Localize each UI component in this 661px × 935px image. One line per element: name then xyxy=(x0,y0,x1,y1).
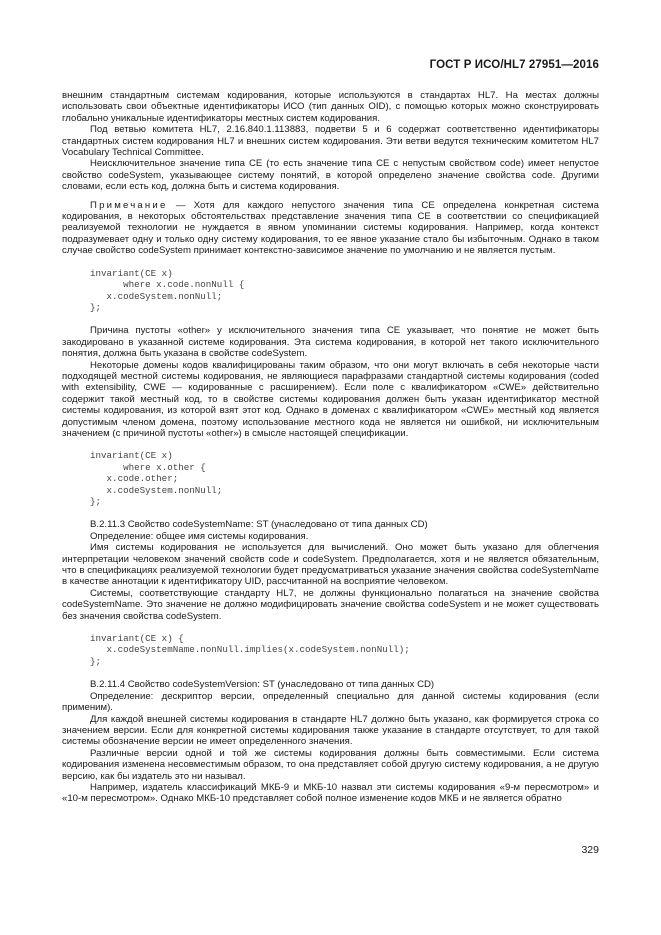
section-heading: B.2.11.4 Свойство codeSystemVersion: ST (унаследовано от типа данных CD) xyxy=(90,679,435,691)
paragraph: Неисключительное значение типа CE (то есть значение типа CE с непустым свойством code) имеет непустое свойство codeSystem, указывающее систему понятий, в которой определено значение свойства code. Другими словами, если есть код, должна быть и система кодирования. xyxy=(62,158,599,193)
note xyxy=(62,200,599,257)
section-heading: B.2.11.3 Свойство codeSystemName: ST (унаследовано от типа данных CD) xyxy=(90,519,428,531)
paragraph: Различные версии одной и той же системы кодирования должны быть совместимыми. Если система кодирования изменена несовместимым образом, то она представляет собой другую систему кодирования, а не другую версию, как бы издатель это ни называл. xyxy=(62,747,599,782)
note-label: Примечание xyxy=(90,199,168,211)
code-block: invariant(CE x) { x.codeSystemName.nonNull.implies(x.codeSystem.nonNull); }; xyxy=(90,633,410,667)
paragraph: Имя системы кодирования не используется для вычислений. Оно может быть указано для облегчения интерпретации человеком значений свойств code и codeSystem. Предполагается, хотя и не является обязательным, что в спецификациях реализуемой технологии будет предусматриваться указание значения свойства codeSystemName в качестве аннотации к идентификатору UID, рассчитанной на восприятие человеком. xyxy=(62,542,599,588)
paragraph: Причина пустоты «other» у исключительного значения типа CE указывает, что понятие не может быть закодировано в указанной системе кодирования. Эта система кодирования, в которой нет такого исключительного понятия, должна быть указана в свойстве codeSystem. xyxy=(62,325,599,360)
standard-header: ГОСТ Р ИСО/HL7 27951—2016 xyxy=(429,59,599,71)
definition: Определение: общее имя системы кодирования. xyxy=(90,530,309,542)
code-block: invariant(CE x) where x.code.nonNull { x.codeSystem.nonNull; }; xyxy=(90,267,245,313)
paragraph: Системы, соответствующие стандарту HL7, не должны функционально полагаться на значение свойства codeSystemName. Это значение не должно модифицировать значение свойства codeSystem и не может существовать без значения свойства codeSystem. xyxy=(62,587,599,622)
note-text: — Хотя для каждого непустого значения типа CE определена конкретная система кодирования, в некоторых обстоятельствах представление значения типа CE в соответствии со спецификацией реализуемой технологии не нуждается в явном упоминании системы кодирования. Например, когда контекст подразумевает одну и только одну систему кодирования, то ее явное указание стало бы избыточным. Однако в таком случае свойство codeSystem принимает контекстно-зависимое значение по умолчанию и не является пустым. xyxy=(62,199,599,257)
paragraph: Для каждой внешней системы кодирования в стандарте HL7 должно быть указано, как формируется строка со значением версии. Если для конкретной системы кодирования также указание в стандарте отсутствует, то для такой системы обозначение версии не имеет определенного значения. xyxy=(62,713,599,748)
definition: Определение: дескриптор версии, определенный специально для данной системы кодирования (если применим). xyxy=(62,690,599,714)
paragraph: Под ветвью комитета HL7, 2.16.840.1.113883, подветви 5 и 6 содержат соответственно идентификаторы стандартных систем кодирования HL7 и внешних систем кодирования. Эти ветви ведутся техническим комитетом HL7 Vocabulary Technical Committee. xyxy=(62,124,599,159)
paragraph: внешним стандартным системам кодирования, которые используются в стандартах HL7. На местах должны использовать свои объектные идентификаторы ИСО (тип данных OID), с помощью которых можно сконструировать глобально уникальные идентификаторы местных систем кодирования. xyxy=(62,90,599,124)
page-number: 329 xyxy=(581,844,599,856)
page-content xyxy=(62,90,599,805)
code-block: invariant(CE x) where x.other { x.code.other; x.codeSystem.nonNull; }; xyxy=(90,450,223,507)
paragraph: Некоторые домены кодов квалифицированы таким образом, что они могут включать в себя некоторые части подходящей местной системы кодирования, не являющиеся парафразами стандартной системы кодирования (coded with extensibility, CWE — кодированные с расширением). Если поле с квалификатором «CWE» действительно содержит такой местный код, то в свойстве системы кодирования должен быть указан идентификатор местной системы кодирования, из которой взят этот код. Однако в доменах с квалификатором «CWE» местный код является допустимым членом домена, поэтому использование местного кода не является ни ошибкой, ни исключительным значением (с причиной пустоты «other») в смысле настоящей спецификации. xyxy=(62,359,599,439)
paragraph: Например, издатель классификаций МКБ-9 и МКБ-10 назвал эти системы кодирования «9-м пересмотром» и «10-м пересмотром». Однако МКБ-10 представляет собой полное изменение кодов МКБ и не является обратно xyxy=(62,781,599,805)
